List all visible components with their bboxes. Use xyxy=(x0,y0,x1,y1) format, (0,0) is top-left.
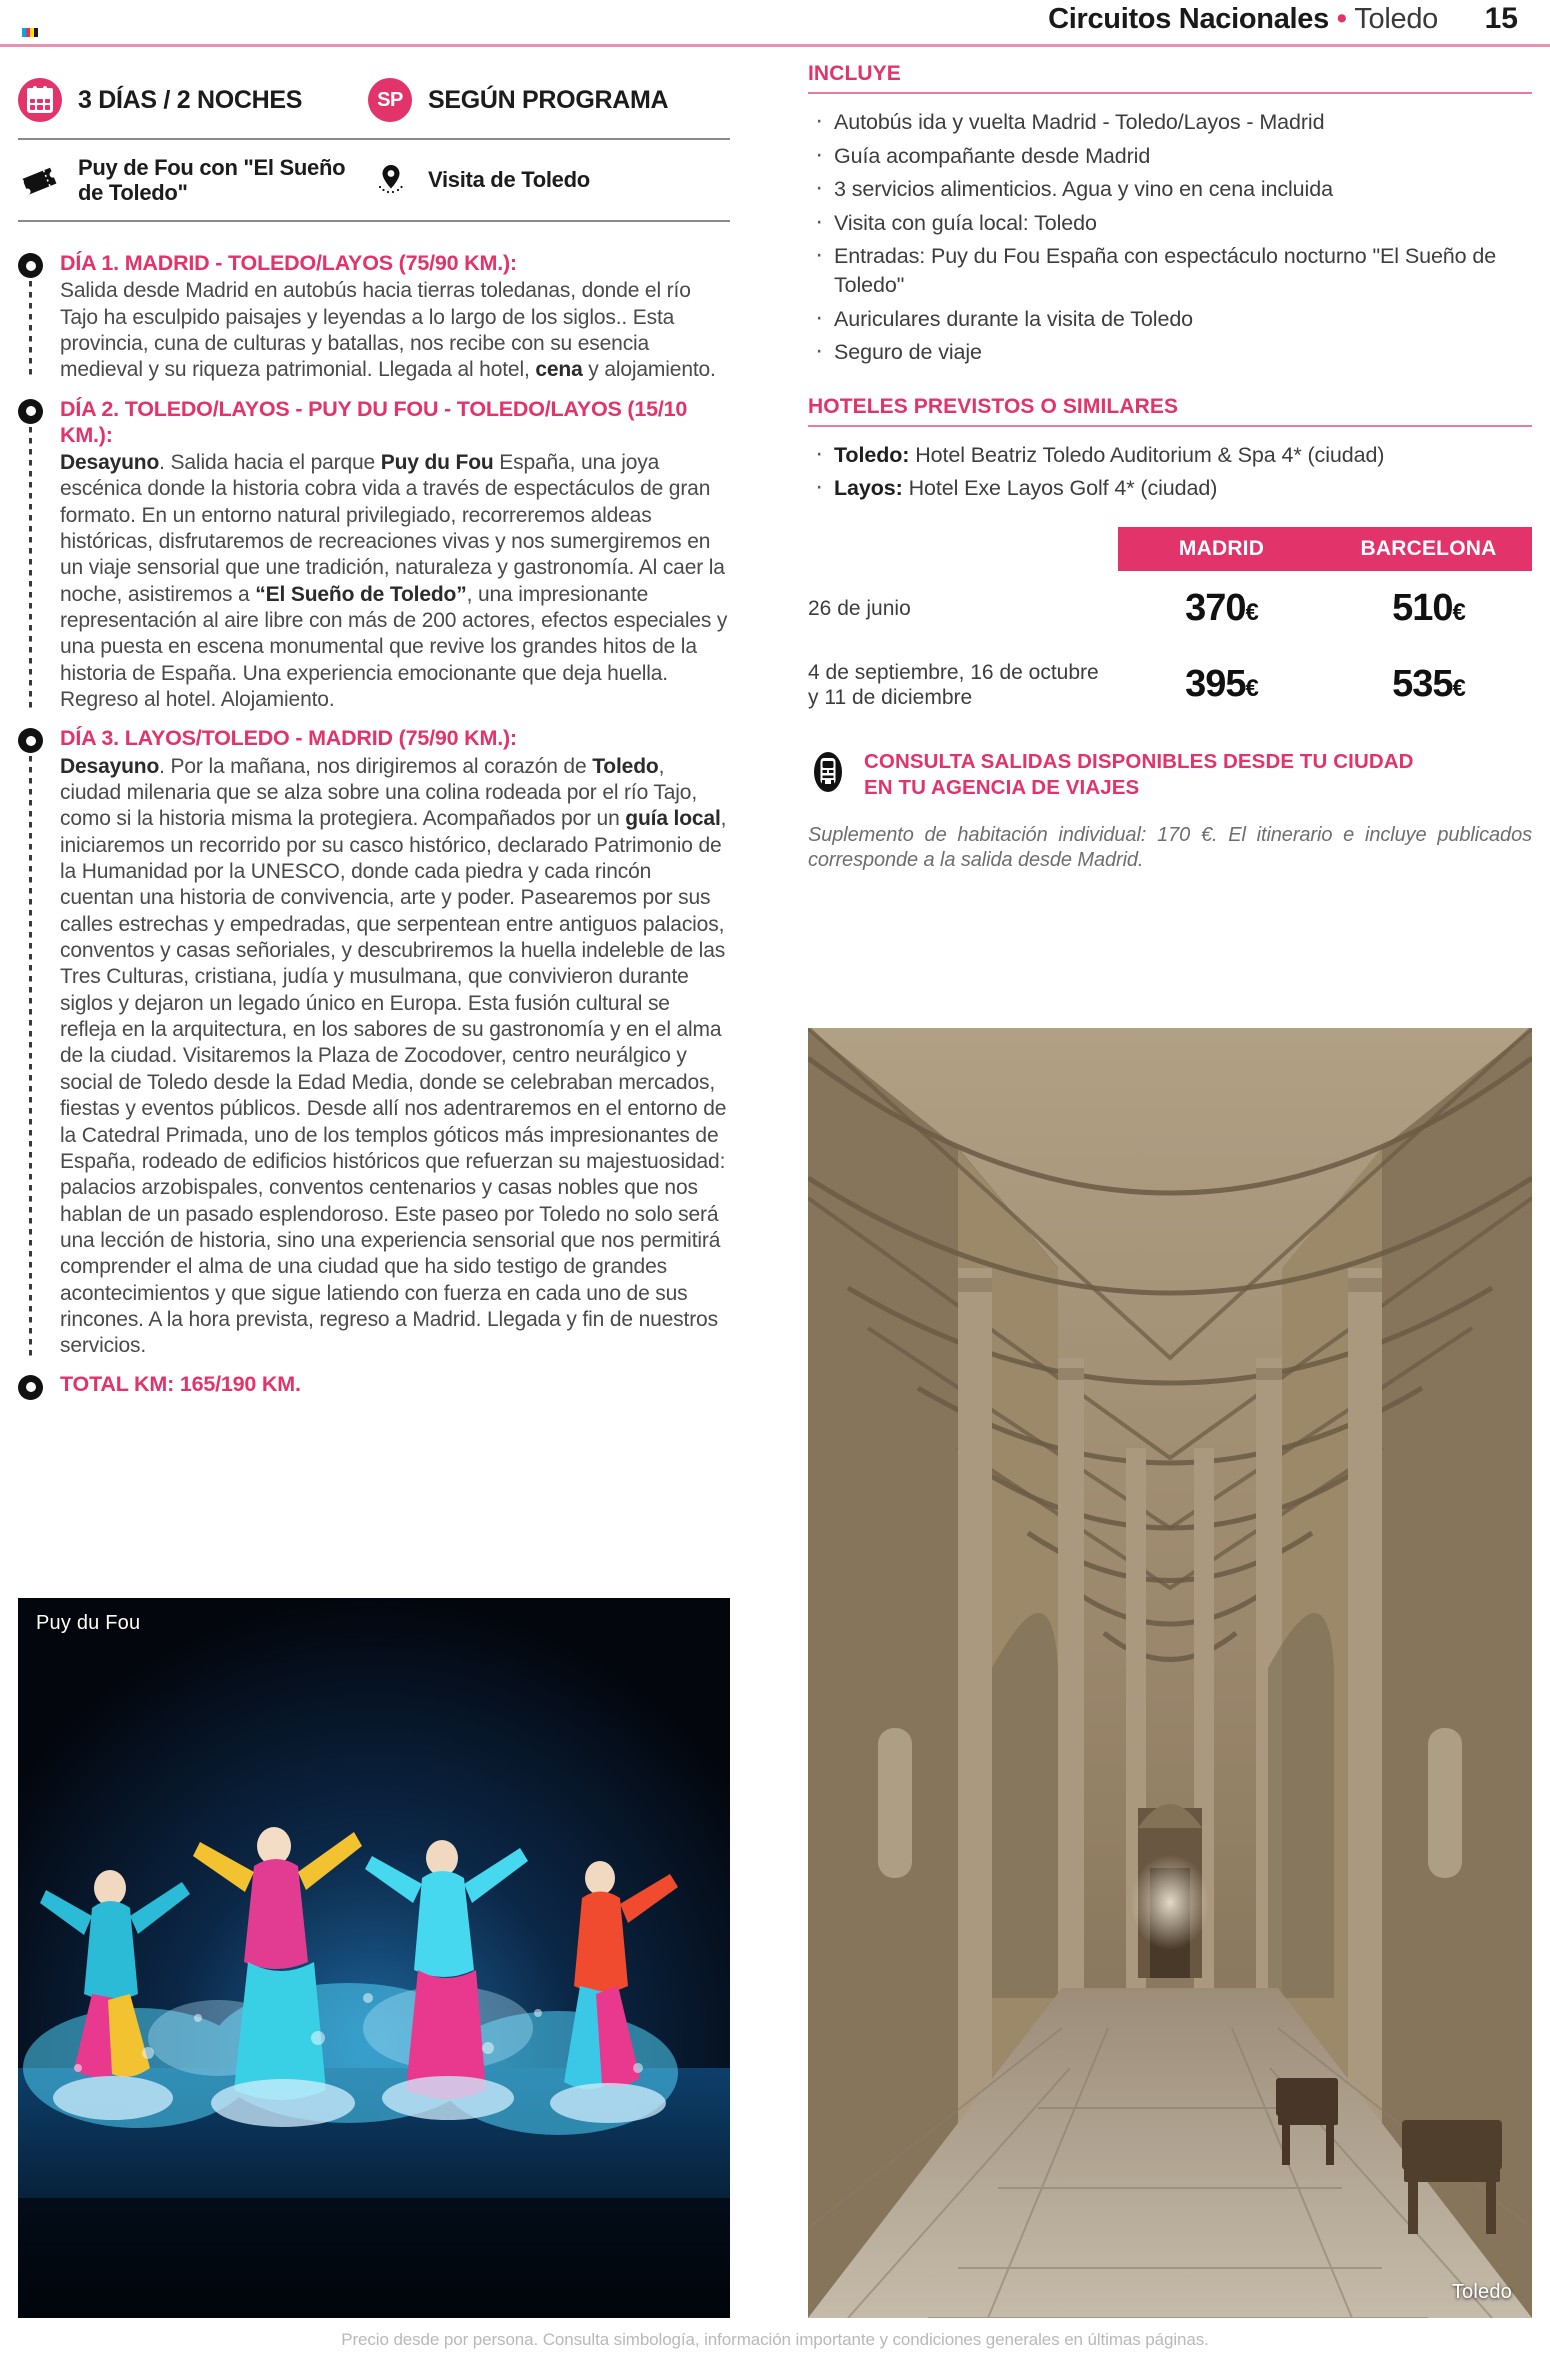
day-bullet-icon xyxy=(18,1375,43,1400)
feature-show xyxy=(18,155,368,205)
page-title xyxy=(1048,3,1438,36)
day-connector-line xyxy=(29,756,32,1355)
currency-symbol: € xyxy=(1452,599,1465,627)
price-column-barcelona: BARCELONA xyxy=(1325,527,1532,571)
left-column xyxy=(18,62,730,1403)
list-item: · 3 servicios alimenticios. Agua y vino en cena incluida xyxy=(808,175,1532,204)
list-item: · Auriculares durante la visita de Toledo xyxy=(808,305,1532,334)
title-separator-dot: • xyxy=(1336,3,1347,35)
itinerary-day-3 xyxy=(60,725,730,1359)
currency-symbol: € xyxy=(1245,599,1258,627)
footer-note: Precio desde por persona. Consulta simbología, información importante y condiciones generales en últimas páginas. xyxy=(341,2330,1209,2349)
consulta-text xyxy=(864,749,1414,801)
price-table-header xyxy=(808,527,1532,571)
incluye-list xyxy=(808,108,1532,367)
incluye-divider xyxy=(808,92,1532,94)
price-row-date: 26 de junio xyxy=(808,597,911,621)
hotel-name: Hotel Beatriz Toledo Auditorium & Spa 4* (ciudad) xyxy=(915,442,1385,467)
day-bullet-icon xyxy=(18,399,43,424)
list-item xyxy=(808,441,1532,470)
price-barcelona: 535€ xyxy=(1392,663,1465,706)
page-title-bold: Circuitos Nacionales xyxy=(1048,3,1329,35)
ticket-icon xyxy=(18,165,64,195)
incluye-heading: INCLUYE xyxy=(808,62,901,85)
feature-duration xyxy=(18,78,368,122)
itinerary-list xyxy=(18,250,730,1397)
feature-duration-label: 3 DÍAS / 2 NOCHES xyxy=(78,85,303,114)
image-toledo-cathedral xyxy=(808,1028,1532,2318)
price-row-date: 4 de septiembre, 16 de octubre y 11 de diciembre xyxy=(808,660,1099,709)
hotel-name: Hotel Exe Layos Golf 4* (ciudad) xyxy=(908,476,1218,501)
hotel-city: Toledo: xyxy=(834,442,910,467)
image-caption-left: Puy du Fou xyxy=(36,1612,141,1634)
hoteles-list xyxy=(808,441,1532,503)
feature-row-2 xyxy=(18,140,730,222)
sp-badge-icon: SP xyxy=(368,78,412,122)
image-puy-du-fou xyxy=(18,1598,730,2318)
itinerary-day-2 xyxy=(60,396,730,714)
consulta-line-2: EN TU AGENCIA DE VIAJES xyxy=(864,776,1140,800)
consulta-line-1: CONSULTA SALIDAS DISPONIBLES DESDE TU CIUDAD xyxy=(864,749,1414,773)
currency-symbol: € xyxy=(1452,675,1465,703)
price-madrid: 370€ xyxy=(1185,587,1258,630)
day-2-title: DÍA 2. TOLEDO/LAYOS - PUY DU FOU - TOLEDO/LAYOS (15/10 KM.): xyxy=(60,396,688,447)
table-row xyxy=(808,571,1532,647)
list-item: · Autobús ida y vuelta Madrid - Toledo/Layos - Madrid xyxy=(808,108,1532,137)
cmyk-registration-marks xyxy=(22,28,38,37)
day-3-text: Desayuno. Por la mañana, nos dirigiremos al corazón de Toledo, ciudad milenaria que se alza sobre una colina rodeada por el río Tajo, como si la historia misma la protegiera. Acompañados por un guía local, iniciaremos un recorrido por su casco histórico, declarado Patrimonio de la Humanidad por la UNESCO, donde cada piedra y cada rincón cuentan una historia de convivencia, arte y poder. Pasearemos por sus calles estrechas y empedradas, que serpentean entre antiguos palacios, conventos y casas señoriales, y descubriremos la huella indeleble de las Tres Culturas, cristiana, judía y musulmana, que convivieron durante siglos y dejaron un legado único en Europa. Esta fusión cultural se refleja en la arquitectura, en los sabores de su gastronomía y en el alma de la ciudad. Visitaremos la Plaza de Zocodover, centro neurálgico y social de Toledo desde la Edad Media, donde se celebraban mercados, fiestas y eventos públicos. Desde allí nos adentraremos en el entorno de la Catedral Primada, uno de los templos góticos más impresionantes de España, rodeado de edificios históricos que refuerzan su majestuosidad: palacios arzobispales, conventos centenarios y casas nobles que nos hablan de un pasado esplendoroso. Este paseo por Toledo no solo será una lección de historia, sino una experiencia sensorial que nos permitirá comprender el alma de una ciudad que ha sido testigo de grandes acontecimientos y que sigue latiendo con fuerza en cada uno de sus rincones. A la hora prevista, regreso a Madrid. Llegada y fin de nuestros servicios. xyxy=(60,754,727,1358)
hoteles-section xyxy=(808,395,1532,503)
price-table-header-spacer xyxy=(808,527,1118,571)
price-table xyxy=(808,527,1532,723)
page-header xyxy=(0,0,1550,50)
list-item: · Guía acompañante desde Madrid xyxy=(808,142,1532,171)
currency-symbol: € xyxy=(1245,675,1258,703)
list-item xyxy=(808,474,1532,503)
price-column-madrid: MADRID xyxy=(1118,527,1325,571)
consulta-banner xyxy=(808,749,1532,801)
price-madrid: 395€ xyxy=(1185,663,1258,706)
itinerary-total-km xyxy=(60,1372,730,1397)
price-barcelona: 510€ xyxy=(1392,587,1465,630)
table-row xyxy=(808,647,1532,723)
day-connector-line xyxy=(29,427,32,710)
day-3-title: DÍA 3. LAYOS/TOLEDO - MADRID (75/90 KM.): xyxy=(60,726,517,751)
page-title-destination: Toledo xyxy=(1354,3,1438,35)
day-1-title: DÍA 1. MADRID - TOLEDO/LAYOS (75/90 KM.): xyxy=(60,251,517,275)
itinerary-day-1 xyxy=(60,250,730,384)
day-bullet-icon xyxy=(18,253,43,278)
suplemento-note: Suplemento de habitación individual: 170 €. El itinerario e incluye publicados corresponde a la salida desde Madrid. xyxy=(808,824,1532,872)
day-connector-line xyxy=(29,281,32,380)
incluye-section xyxy=(808,62,1532,367)
feature-row-1 xyxy=(18,62,730,140)
day-1-text: Salida desde Madrid en autobús hacia tierras toledanas, donde el río Tajo ha esculpido paisajes y leyendas a lo largo de los siglos.. Esta provincia, cuna de culturas y batallas, nos recibe con su esencia medieval y su riqueza patrimonial. Llegada al hotel, cena y alojamiento. xyxy=(60,279,716,382)
day-bullet-icon xyxy=(18,728,43,753)
page-number: 15 xyxy=(1484,2,1518,35)
list-item: · Visita con guía local: Toledo xyxy=(808,209,1532,238)
list-item: · Seguro de viaje xyxy=(808,338,1532,367)
bus-icon xyxy=(808,750,848,794)
hoteles-divider xyxy=(808,425,1532,427)
feature-program-label: SEGÚN PROGRAMA xyxy=(428,85,669,114)
feature-visit xyxy=(368,160,728,200)
hotel-city: Layos: xyxy=(834,476,903,501)
total-km-label: TOTAL KM: 165/190 KM. xyxy=(60,1371,301,1396)
feature-show-label: Puy de Fou con "El Sueño de Toledo" xyxy=(78,154,346,205)
calendar-icon xyxy=(18,78,62,122)
right-column xyxy=(808,62,1532,873)
image-caption-right: Toledo xyxy=(1451,2281,1512,2303)
list-item: · Entradas: Puy du Fou España con espectáculo nocturno "El Sueño de Toledo" xyxy=(808,242,1532,299)
feature-visit-label: Visita de Toledo xyxy=(428,167,590,193)
map-pin-icon xyxy=(368,160,414,200)
day-2-text: Desayuno. Salida hacia el parque Puy du Fou España, una joya escénica donde la historia cobra vida a través de espectáculos de gran formato. En un entorno natural privilegiado, recorreremos aldeas históricas, disfrutaremos de recreaciones vivas y nos sumergiremos en un viaje sensorial que une tradición, naturaleza y gastronomía. Al caer la noche, asistiremos a “El Sueño de Toledo”, una impresionante representación al aire libre con más de 200 actores, efectos especiales y una puesta en escena monumental que revive los grandes hitos de la historia de España. Una experiencia emocionante que deja huella. Regreso al hotel. Alojamiento. xyxy=(60,451,728,712)
header-divider xyxy=(0,44,1550,47)
feature-program xyxy=(368,78,728,122)
hoteles-heading: HOTELES PREVISTOS O SIMILARES xyxy=(808,394,1179,418)
